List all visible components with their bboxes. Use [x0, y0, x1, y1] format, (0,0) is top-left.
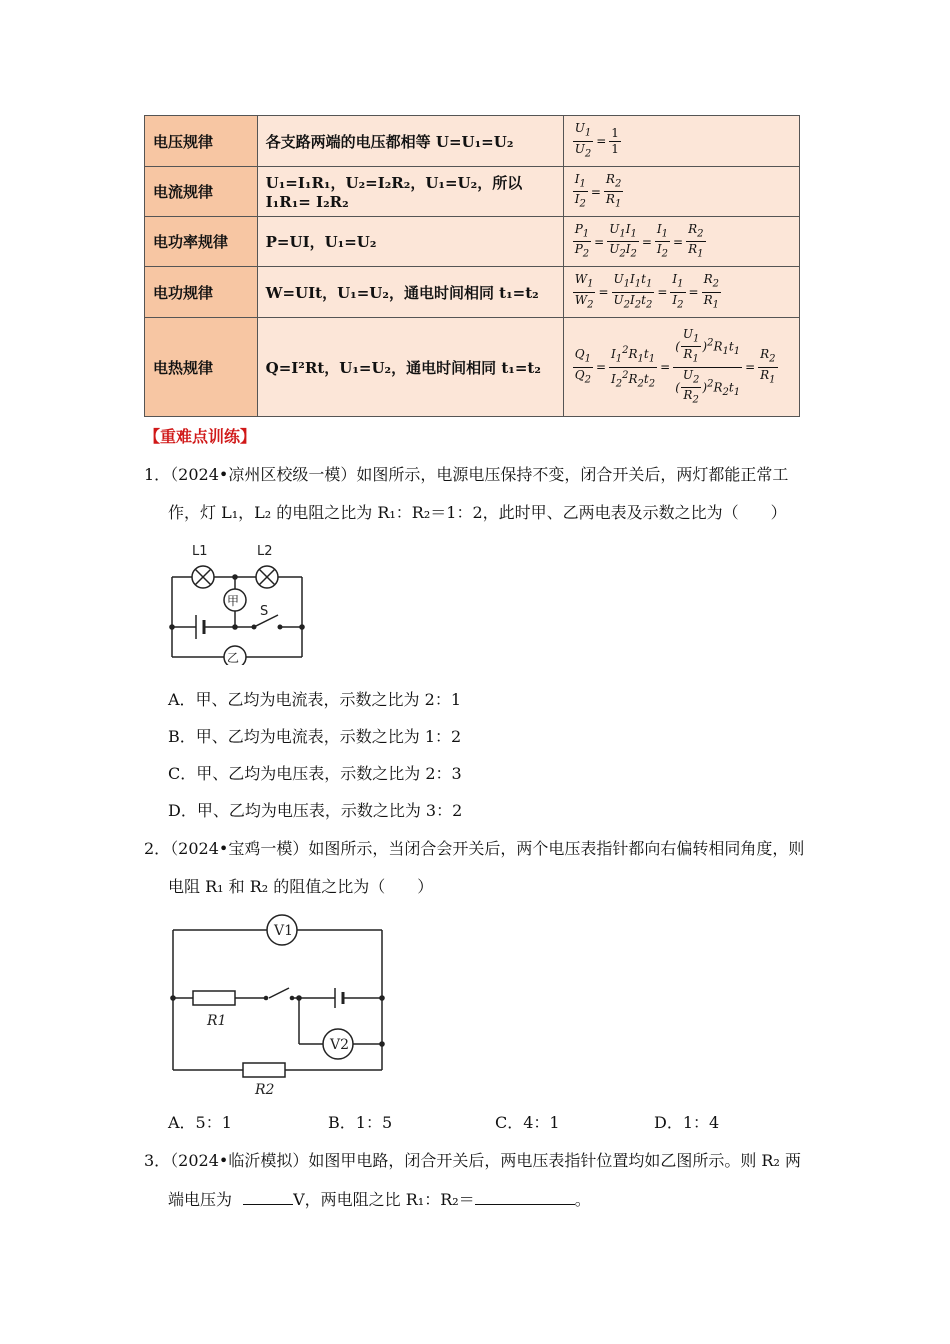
q3-text-b: V，两电阻之比 R₁：R₂＝: [293, 1190, 475, 1209]
q3-text-c: 。: [574, 1190, 591, 1209]
row-formula: $\frac{P_1}{P_2}$ = $\frac{U_1I_1}{U_2I_2}$ = $\frac{I_1}{I_2}$ = $\frac{R_2}{R_1}$: [563, 217, 799, 267]
row-head: 电压规律: [145, 116, 258, 167]
q1-circuit-diagram: [160, 535, 320, 665]
q2-option-b[interactable]: B．1：5: [328, 1113, 393, 1132]
q1-option-c[interactable]: C．甲、乙均为电压表，示数之比为 2：3: [168, 764, 462, 783]
q1-stem-line2: 作，灯 L₁，L₂ 的电阻之比为 R₁：R₂＝1：2，此时甲、乙两电表及示数之比为（ ）: [168, 503, 787, 522]
q2-option-c[interactable]: C．4：1: [495, 1113, 560, 1132]
row-desc: Q=I²Rt，U₁=U₂，通电时间相同 t₁=t₂: [257, 318, 563, 417]
q1-option-a[interactable]: A．甲、乙均为电流表，示数之比为 2：1: [168, 690, 462, 709]
voltmeter-v1-label: V1: [274, 923, 294, 939]
row-head: 电流规律: [145, 167, 258, 217]
section-title: 【重难点训练】: [144, 427, 257, 446]
q2-stem-line1: 2．（2024•宝鸡一模）如图所示，当闭合会开关后，两个电压表指针都向右偏转相同角度，则: [144, 839, 805, 858]
row-desc: 各支路两端的电压都相等 U=U₁=U₂: [257, 116, 563, 167]
q1-stem-line1: 1．（2024•凉州区校级一模）如图所示，电源电压保持不变，闭合开关后，两灯都能正常工: [144, 465, 789, 484]
table-row: [145, 116, 800, 167]
row-head: 电功规律: [145, 267, 258, 318]
q2-circuit-diagram: [165, 910, 390, 1100]
rules-table: [144, 115, 800, 417]
q3-voltage-blank[interactable]: [243, 1188, 293, 1205]
row-formula: $\frac{I_1}{I_2}$ = $\frac{R_2}{R_1}$: [563, 167, 799, 217]
q1-option-b[interactable]: B．甲、乙均为电流表，示数之比为 1：2: [168, 727, 462, 746]
table-row: [145, 167, 800, 217]
q3-stem-line2: [168, 1188, 591, 1211]
table-row: [145, 318, 800, 417]
resistor-r1-label: R1: [207, 1013, 227, 1029]
row-formula: $\frac{Q_1}{Q_2}$ = $\frac{I_1^2R_1t_1}{I_2^2R_2t_2}$ = ( $\frac{U_1}{R_1}$ )$^2R_1t_1$ ( $\frac{U_2}{R_2}$ )$^2R_2t_1$ = $\frac{R_2}{R_1}$: [563, 318, 799, 417]
row-desc: U₁=I₁R₁，U₂=I₂R₂，U₁=U₂，所以 I₁R₁= I₂R₂: [257, 167, 563, 217]
q3-text-a: 端电压为: [168, 1190, 233, 1209]
q3-stem-line1: 3．（2024•临沂模拟）如图甲电路，闭合开关后，两电压表指针位置均如乙图所示。则 R₂ 两: [144, 1151, 801, 1170]
table-row: [145, 217, 800, 267]
q2-option-a[interactable]: A．5：1: [168, 1113, 232, 1132]
q3-ratio-blank[interactable]: [475, 1188, 575, 1205]
row-formula: $\frac{W_1}{W_2}$ = $\frac{U_1I_1t_1}{U_2I_2t_2}$ = $\frac{I_1}{I_2}$ = $\frac{R_2}{R_1}$: [563, 267, 799, 318]
resistor-r2-label: R2: [255, 1082, 275, 1098]
q2-option-d[interactable]: D．1：4: [654, 1113, 720, 1132]
lamp-l1-label: L1: [192, 544, 208, 559]
meter-jia-label: 甲: [227, 594, 240, 608]
lamp-l2-label: L2: [257, 544, 273, 559]
row-head: 电功率规律: [145, 217, 258, 267]
row-head: 电热规律: [145, 318, 258, 417]
q2-stem-line2: 电阻 R₁ 和 R₂ 的阻值之比为（ ）: [168, 877, 434, 896]
switch-s-label: S: [260, 604, 269, 619]
voltmeter-v2-label: V2: [330, 1037, 350, 1053]
row-desc: W=UIt，U₁=U₂，通电时间相同 t₁=t₂: [257, 267, 563, 318]
table-row: [145, 267, 800, 318]
q1-option-d[interactable]: D．甲、乙均为电压表，示数之比为 3：2: [168, 801, 463, 820]
row-desc: P=UI，U₁=U₂: [257, 217, 563, 267]
row-formula: $\frac{U_1}{U_2}$ = $\frac{1}{1}$: [563, 116, 799, 167]
meter-yi-label: 乙: [227, 651, 240, 665]
